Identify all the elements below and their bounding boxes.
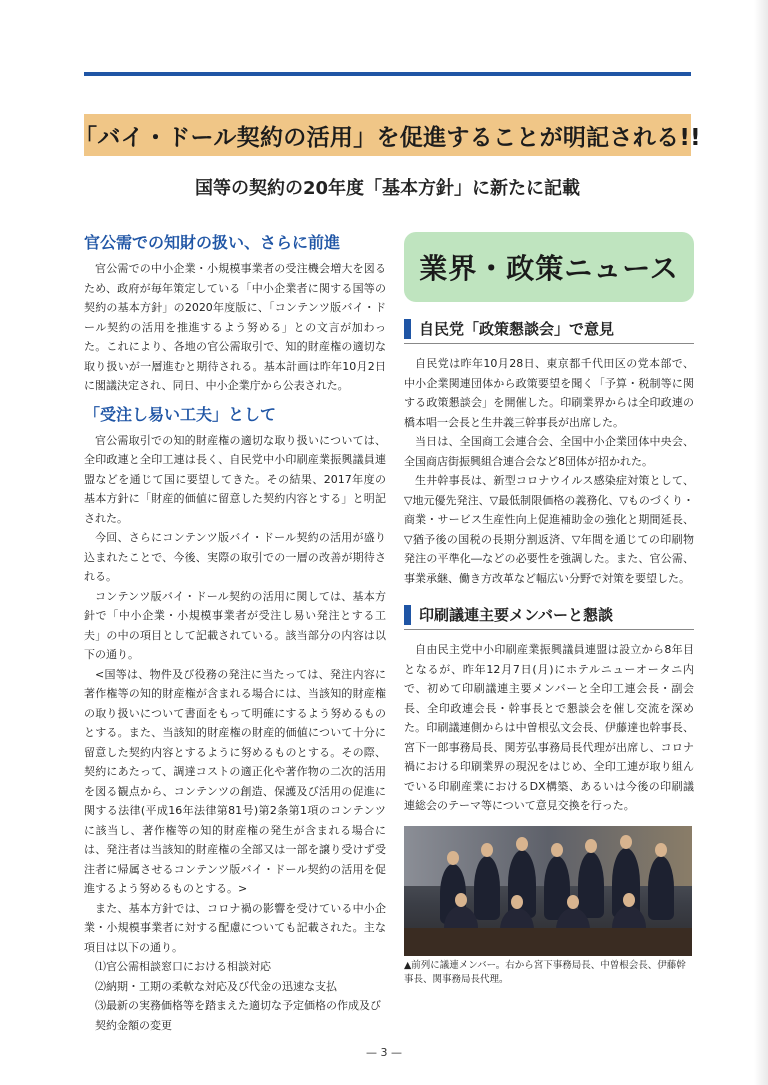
page-number: — 3 — <box>366 1046 402 1059</box>
paragraph: 今回、さらにコンテンツ版バイ・ドール契約の活用が盛り込まれたことで、今後、実際の取引での一層の改善が期待される。 <box>84 531 386 583</box>
paragraph: 生井幹事長は、新型コロナウイルス感染症対策として、▽地元優先発注、▽最低制限価格の義務化、▽ものづくり・商業・サービス生産性向上促進補助金の強化と期間延長、▽猶予後の国税の長期分割返済、▽年間を通じての印刷物発注の平準化―などの必要性を強調した。また、官公需、事業承継、働き方改革など幅広い分野で対策を要望した。 <box>404 474 694 585</box>
section-heading-1: 官公需での知財の扱い、さらに前進 <box>84 233 341 252</box>
subheadline: 国等の契約の20年度「基本方針」に新たに記載 <box>194 178 581 199</box>
person <box>578 852 604 918</box>
top-rule <box>84 72 691 76</box>
news-heading-2 <box>404 604 694 630</box>
paragraph: 官公需取引での知的財産権の適切な取り扱いについては、全印政連と全印工連は長く、自民党中小印刷産業振興議員連盟などを通じて国に要望してきた。その結果、2017年度の基本方針に「財産的価値に留意した契約内容とする」と明記された。 <box>84 433 386 525</box>
left-column <box>84 226 386 1035</box>
paragraph: 官公需での中小企業・小規模事業者の受注機会増大を図るため、政府が毎年策定している「中小企業者に関する国等の契約の基本方針」の2020年度版に、「コンテンツ版バイ・ドール契約の活用を推進するよう努める」との文言が加わった。これにより、各地の官公需取引で、知的財産権の適切な取り扱いが一層進むと期待される。基本計画は昨年10月2日に閣議決定され、同日、中小企業庁から公表された。 <box>84 262 386 392</box>
page-edge-shadow <box>754 0 768 1085</box>
photo-caption: ▲前列に議連メンバー。右から宮下事務局長、中曽根会長、伊藤幹事長、関事務局長代理。 <box>404 959 686 985</box>
heading-marker <box>404 319 411 339</box>
person <box>474 856 500 920</box>
list-item: ⑵納期・工期の柔軟な対応及び代金の迅速な支払 <box>95 979 337 993</box>
person <box>648 856 674 920</box>
paragraph: 当日は、全国商工会連合会、全国中小企業団体中央会、全国商店街振興組合連合会など8団体が招かれた。 <box>404 435 694 468</box>
heading-marker <box>404 605 411 625</box>
list-item: ⑴官公需相談窓口における相談対応 <box>95 960 271 973</box>
news-title: 業界・政策ニュース <box>419 252 679 285</box>
right-column <box>404 226 694 987</box>
section-heading-2: 「受注し易い工夫」として <box>84 404 277 424</box>
news-heading-text: 自民党「政策懇談会」で意見 <box>419 320 615 338</box>
paragraph: また、基本方針では、コロナ禍の影響を受けている中小企業・小規模事業者に対する配慮についても記載された。主な項目は以下の通り。 <box>84 901 386 954</box>
headline-banner <box>74 114 701 156</box>
headline: 「バイ・ドール契約の活用」を促進することが明記される!! <box>74 124 701 151</box>
news-title-box <box>404 232 694 302</box>
paragraph: コンテンツ版バイ・ドール契約の活用に関しては、基本方針で「中小企業・小規模事業者が受注し易い発注とする工夫」の中の項目として記載されている。該当部分の内容は以下の通り。 <box>84 589 386 661</box>
paragraph: 自由民主党中小印刷産業振興議員連盟は設立から8年目となるが、昨年12月7日(月)にホテルニューオータニ内で、初めて印刷議連主要メンバーと全印工連会長・副会長、全印政連会長・幹事長とで懇談会を催し交流を深めた。印刷議連側からは中曽根弘文会長、伊藤達也幹事長、宮下一郎事務局長、関芳弘事務局長代理が出席し、コロナ禍における印刷業界の現況をはじめ、全印工連が取り組んでいる印刷産業におけるDX構築、あるいは今後の印刷議連総会のテーマ等について意見交換を行った。 <box>404 643 694 812</box>
list-item: ⑶最新の実務価格等を踏まえた適切な予定価格の作成及び契約金額の変更 <box>95 999 381 1032</box>
group-photo <box>404 826 692 956</box>
quoted-policy-text: <国等は、物件及び役務の発注に当たっては、発注内容に著作権等の知的財産権が含まれる場合には、当該知的財産権の取り扱いについて書面をもって明確にするよう努めるものとする。また、当該知的財産権の財産的価値について十分に留意した契約内容とするように努めるものとする。その際、契約にあたって、調達コストの適正化や著作物の二次的活用を図る観点から、コンテンツの創造、保護及び活用の促進に関する法律(平成16年法律第81号)第2条第1項のコンテンツに該当し、著作権等の知的財産権の発生が含まれる場合には、発注者は当該知的財産権の全部又は一部を譲り受けず受注者に帰属させるコンテンツ版バイ・ドール契約の活用を促進するよう努めるものとする。> <box>84 667 386 895</box>
news-heading-text: 印刷議連主要メンバーと懇談 <box>419 606 613 624</box>
paragraph: 自民党は昨年10月28日、東京都千代田区の党本部で、中小企業関連団体から政策要望を聞く「予算・税制等に関する政策懇談会」を開催した。印刷業界からは全印政連の橋本唱一会長と生井義三幹事長が出席した。 <box>404 357 694 429</box>
news-heading-1 <box>404 318 694 344</box>
